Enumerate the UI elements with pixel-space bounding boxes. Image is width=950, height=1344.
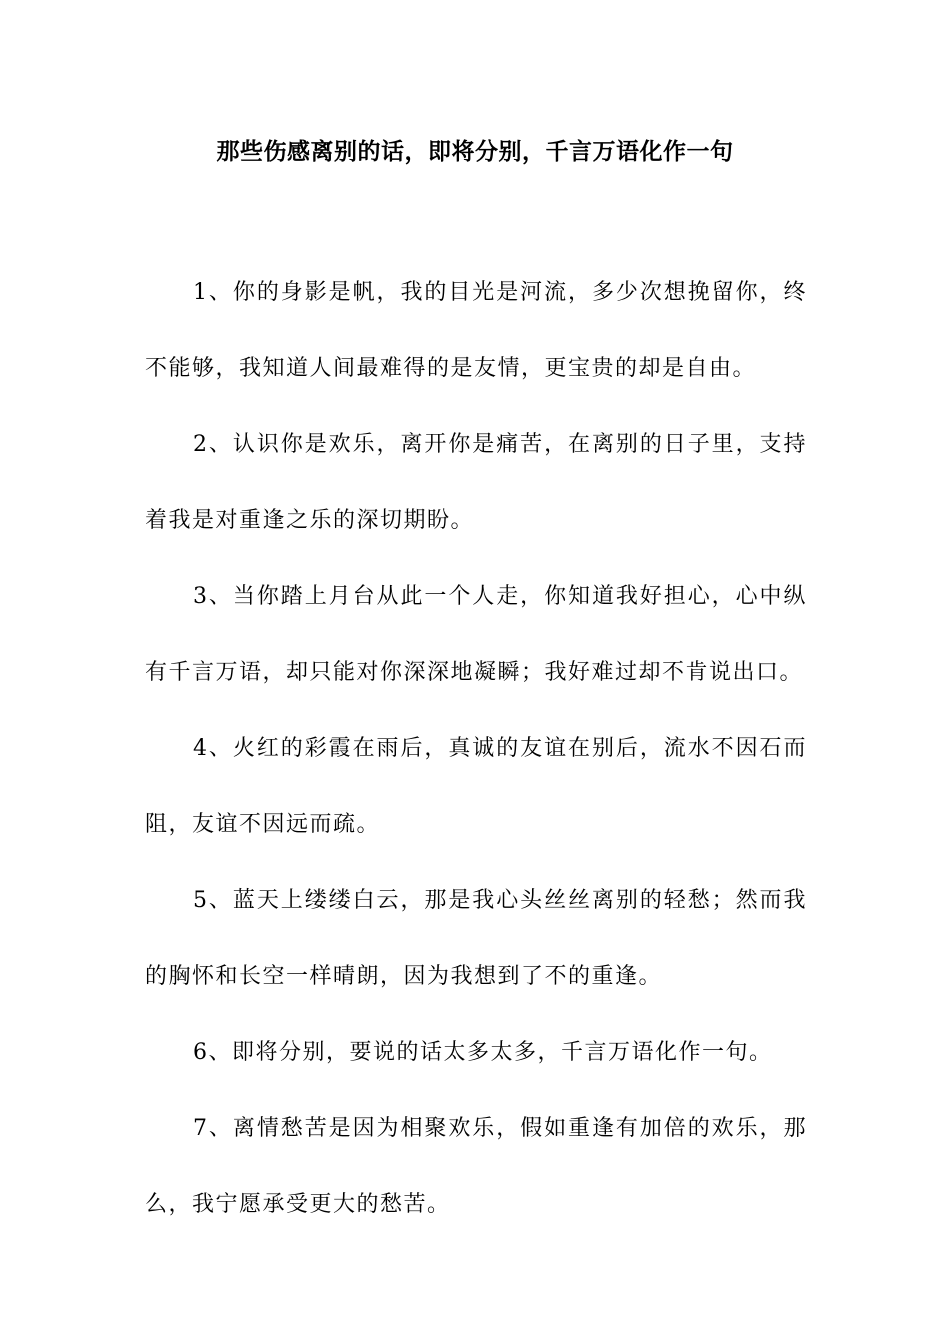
paragraph-2: 2、认识你是欢乐，离开你是痛苦，在离别的日子里，支持着我是对重逢之乐的深切期盼。 — [145, 432, 807, 533]
document-body — [145, 255, 807, 1243]
paragraph-7: 7、离情愁苦是因为相聚欢乐，假如重逢有加倍的欢乐，那么，我宁愿承受更大的愁苦。 — [145, 1116, 807, 1217]
document-title: 那些伤感离别的话，即将分别，千言万语化作一句 — [216, 139, 734, 165]
paragraph-4: 4、火红的彩霞在雨后，真诚的友谊在别后，流水不因石而阻，友谊不因远而疏。 — [145, 736, 807, 837]
paragraph-3: 3、当你踏上月台从此一个人走，你知道我好担心，心中纵有千言万语，却只能对你深深地凝瞬；我好难过却不肯说出口。 — [145, 584, 807, 685]
paragraph-1: 1、你的身影是帆，我的目光是河流，多少次想挽留你，终不能够，我知道人间最难得的是友情，更宝贵的却是自由。 — [145, 280, 807, 381]
paragraph-6: 6、即将分别，要说的话太多太多，千言万语化作一句。 — [193, 1040, 773, 1065]
paragraph-5: 5、蓝天上缕缕白云，那是我心头丝丝离别的轻愁；然而我的胸怀和长空一样晴朗，因为我想到了不的重逢。 — [145, 888, 807, 989]
